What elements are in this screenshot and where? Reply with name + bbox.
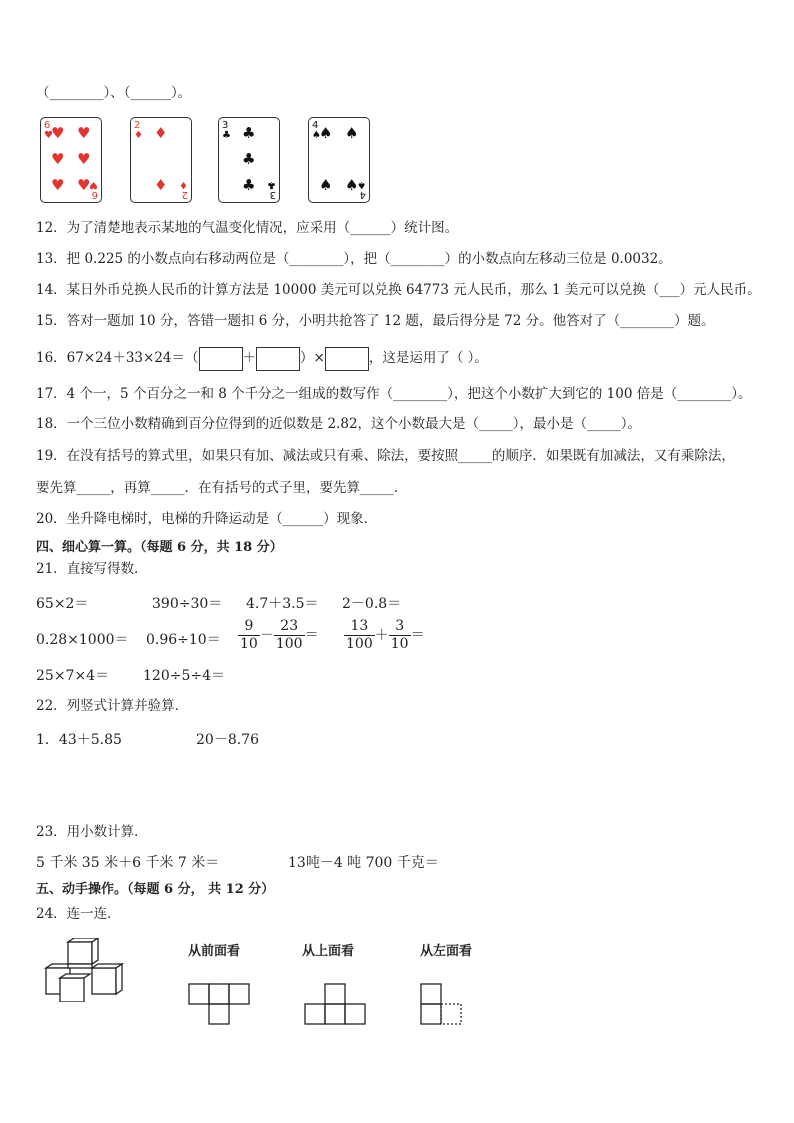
question-16 <box>36 346 488 371</box>
club-icon: ♣ <box>242 150 256 168</box>
front-view-shape <box>188 982 254 1028</box>
q22-item-2: 20－8.76 <box>196 732 259 748</box>
question-15: 15．答对一题加 10 分，答错一题扣 6 分，小明共抢答了 12 题，最后得分是 72 分。他答对了（________）题。 <box>36 313 715 329</box>
question-20: 20．坐升降电梯时，电梯的升降运动是（______）现象． <box>36 511 378 527</box>
answer-box-1[interactable] <box>199 347 243 371</box>
left-view-shape <box>420 982 470 1028</box>
spade-icon: ♠ <box>319 124 333 142</box>
answer-box-3[interactable] <box>325 347 369 371</box>
question-24: 24．连一连． <box>36 906 121 922</box>
calc-390div30: 390÷30＝ <box>152 596 223 612</box>
card-corner: 3 ♣ <box>267 179 276 200</box>
question-12: 12．为了清楚地表示某地的气温变化情况，应采用（______）统计图。 <box>36 220 459 236</box>
question-11-answer-blanks: （________）、（______）。 <box>36 85 192 101</box>
spade-icon: ♠ <box>345 124 359 142</box>
card-corner: 2 ♦ <box>179 179 188 200</box>
answer-box-2[interactable] <box>256 347 300 371</box>
view-label-top: 从上面看 <box>302 944 355 959</box>
heart-icon: ♥ <box>51 176 65 194</box>
fraction-subtraction <box>238 618 319 653</box>
question-17: 17．4 个一，5 个百分之一和 8 个千分之一组成的数写作（________），把这个小数扩大到它的 100 倍是（________）。 <box>36 386 752 402</box>
card-corner: 2 ♦ <box>134 120 143 141</box>
spade-icon: ♠ <box>319 176 333 194</box>
club-icon: ♣ <box>242 176 256 194</box>
calc-65x2: 65×2＝ <box>36 596 89 612</box>
q16-prefix: 16．67×24＋33×24＝（ <box>36 350 199 366</box>
club-icon: ♣ <box>242 124 256 142</box>
fraction-3-10: $\frac{3}{10}$ <box>390 618 409 652</box>
view-label-front: 从前面看 <box>188 944 241 959</box>
playing-card-diamonds-2 <box>130 117 192 203</box>
question-19-line-2: 要先算_____，再算_____．在有括号的式子里，要先算_____． <box>36 480 408 496</box>
calc-25x7x4: 25×7×4＝ <box>36 668 110 684</box>
section-5-title: 五、动手操作。（每题 6 分， 共 12 分） <box>36 882 275 897</box>
playing-card-spades-4 <box>308 117 370 203</box>
card-corner: 4 ♠ <box>357 179 366 200</box>
fraction-13-100: $\frac{13}{100}$ <box>346 618 373 652</box>
equals-sign: ＝ <box>410 627 425 644</box>
heart-icon: ♥ <box>77 176 91 194</box>
question-18: 18．一个三位小数精确到百分位得到的近似数是 2.82，这个小数最大是（_____），最小是（_____）。 <box>36 416 642 432</box>
heart-icon: ♥ <box>77 150 91 168</box>
top-view-shape <box>304 982 370 1028</box>
q16-suffix: ，这是运用了（ ）。 <box>368 350 488 366</box>
minus-sign: － <box>259 627 274 644</box>
calc-120div5div4: 120÷5÷4＝ <box>143 668 225 684</box>
equals-sign: ＝ <box>304 627 319 644</box>
question-14: 14．某日外币兑换人民币的计算方法是 10000 美元可以兑换 64773 元人民币，那么 1 美元可以兑换（___）元人民币。 <box>36 282 761 298</box>
fraction-addition <box>344 618 425 653</box>
calc-2minus0.8: 2－0.8＝ <box>342 596 402 612</box>
cube-stack-3d-figure <box>40 938 130 1002</box>
card-corner: 6 ♥ <box>89 179 98 200</box>
question-21: 21．直接写得数． <box>36 561 148 577</box>
q23-item-2: 13吨－4 吨 700 千克＝ <box>288 855 439 871</box>
playing-card-clubs-3 <box>218 117 280 203</box>
diamond-icon: ♦ <box>154 176 168 194</box>
fraction-9-10: $\frac{9}{10}$ <box>240 618 258 652</box>
section-4-title: 四、细心算一算。（每题 6 分，共 18 分） <box>36 540 283 555</box>
q22-item-1: 1．43＋5.85 <box>36 732 122 748</box>
fraction-23-100: $\frac{23}{100}$ <box>275 618 303 652</box>
question-22: 22．列竖式计算并验算． <box>36 698 189 714</box>
calc-0.96div10: 0.96÷10＝ <box>146 632 221 648</box>
q16-close: ）× <box>300 350 325 366</box>
calc-4.7plus3.5: 4.7＋3.5＝ <box>246 596 319 612</box>
card-corner: 6 ♥ <box>44 120 53 141</box>
heart-icon: ♥ <box>51 150 65 168</box>
q16-plus: ＋ <box>242 350 257 366</box>
question-23: 23．用小数计算． <box>36 824 148 840</box>
heart-icon: ♥ <box>51 124 65 142</box>
plus-sign: ＋ <box>374 627 389 644</box>
view-label-left: 从左面看 <box>420 944 473 959</box>
calc-0.28x1000: 0.28×1000＝ <box>36 632 129 648</box>
diamond-icon: ♦ <box>154 124 168 142</box>
card-corner: 3 ♣ <box>222 120 231 141</box>
question-13: 13．把 0.225 的小数点向右移动两位是（________），把（________）的小数点向左移动三位是 0.0032。 <box>36 251 672 267</box>
heart-icon: ♥ <box>77 124 91 142</box>
q23-item-1: 5 千米 35 米＋6 千米 7 米＝ <box>36 855 220 871</box>
spade-icon: ♠ <box>345 176 359 194</box>
playing-card-hearts-6 <box>40 117 102 203</box>
card-corner: 4 ♠ <box>312 120 321 141</box>
question-19-line-1: 19．在没有括号的算式里，如果只有加、减法或只有乘、除法，要按照_____的顺序．如果既有加减法，又有乘除法， <box>36 448 735 464</box>
